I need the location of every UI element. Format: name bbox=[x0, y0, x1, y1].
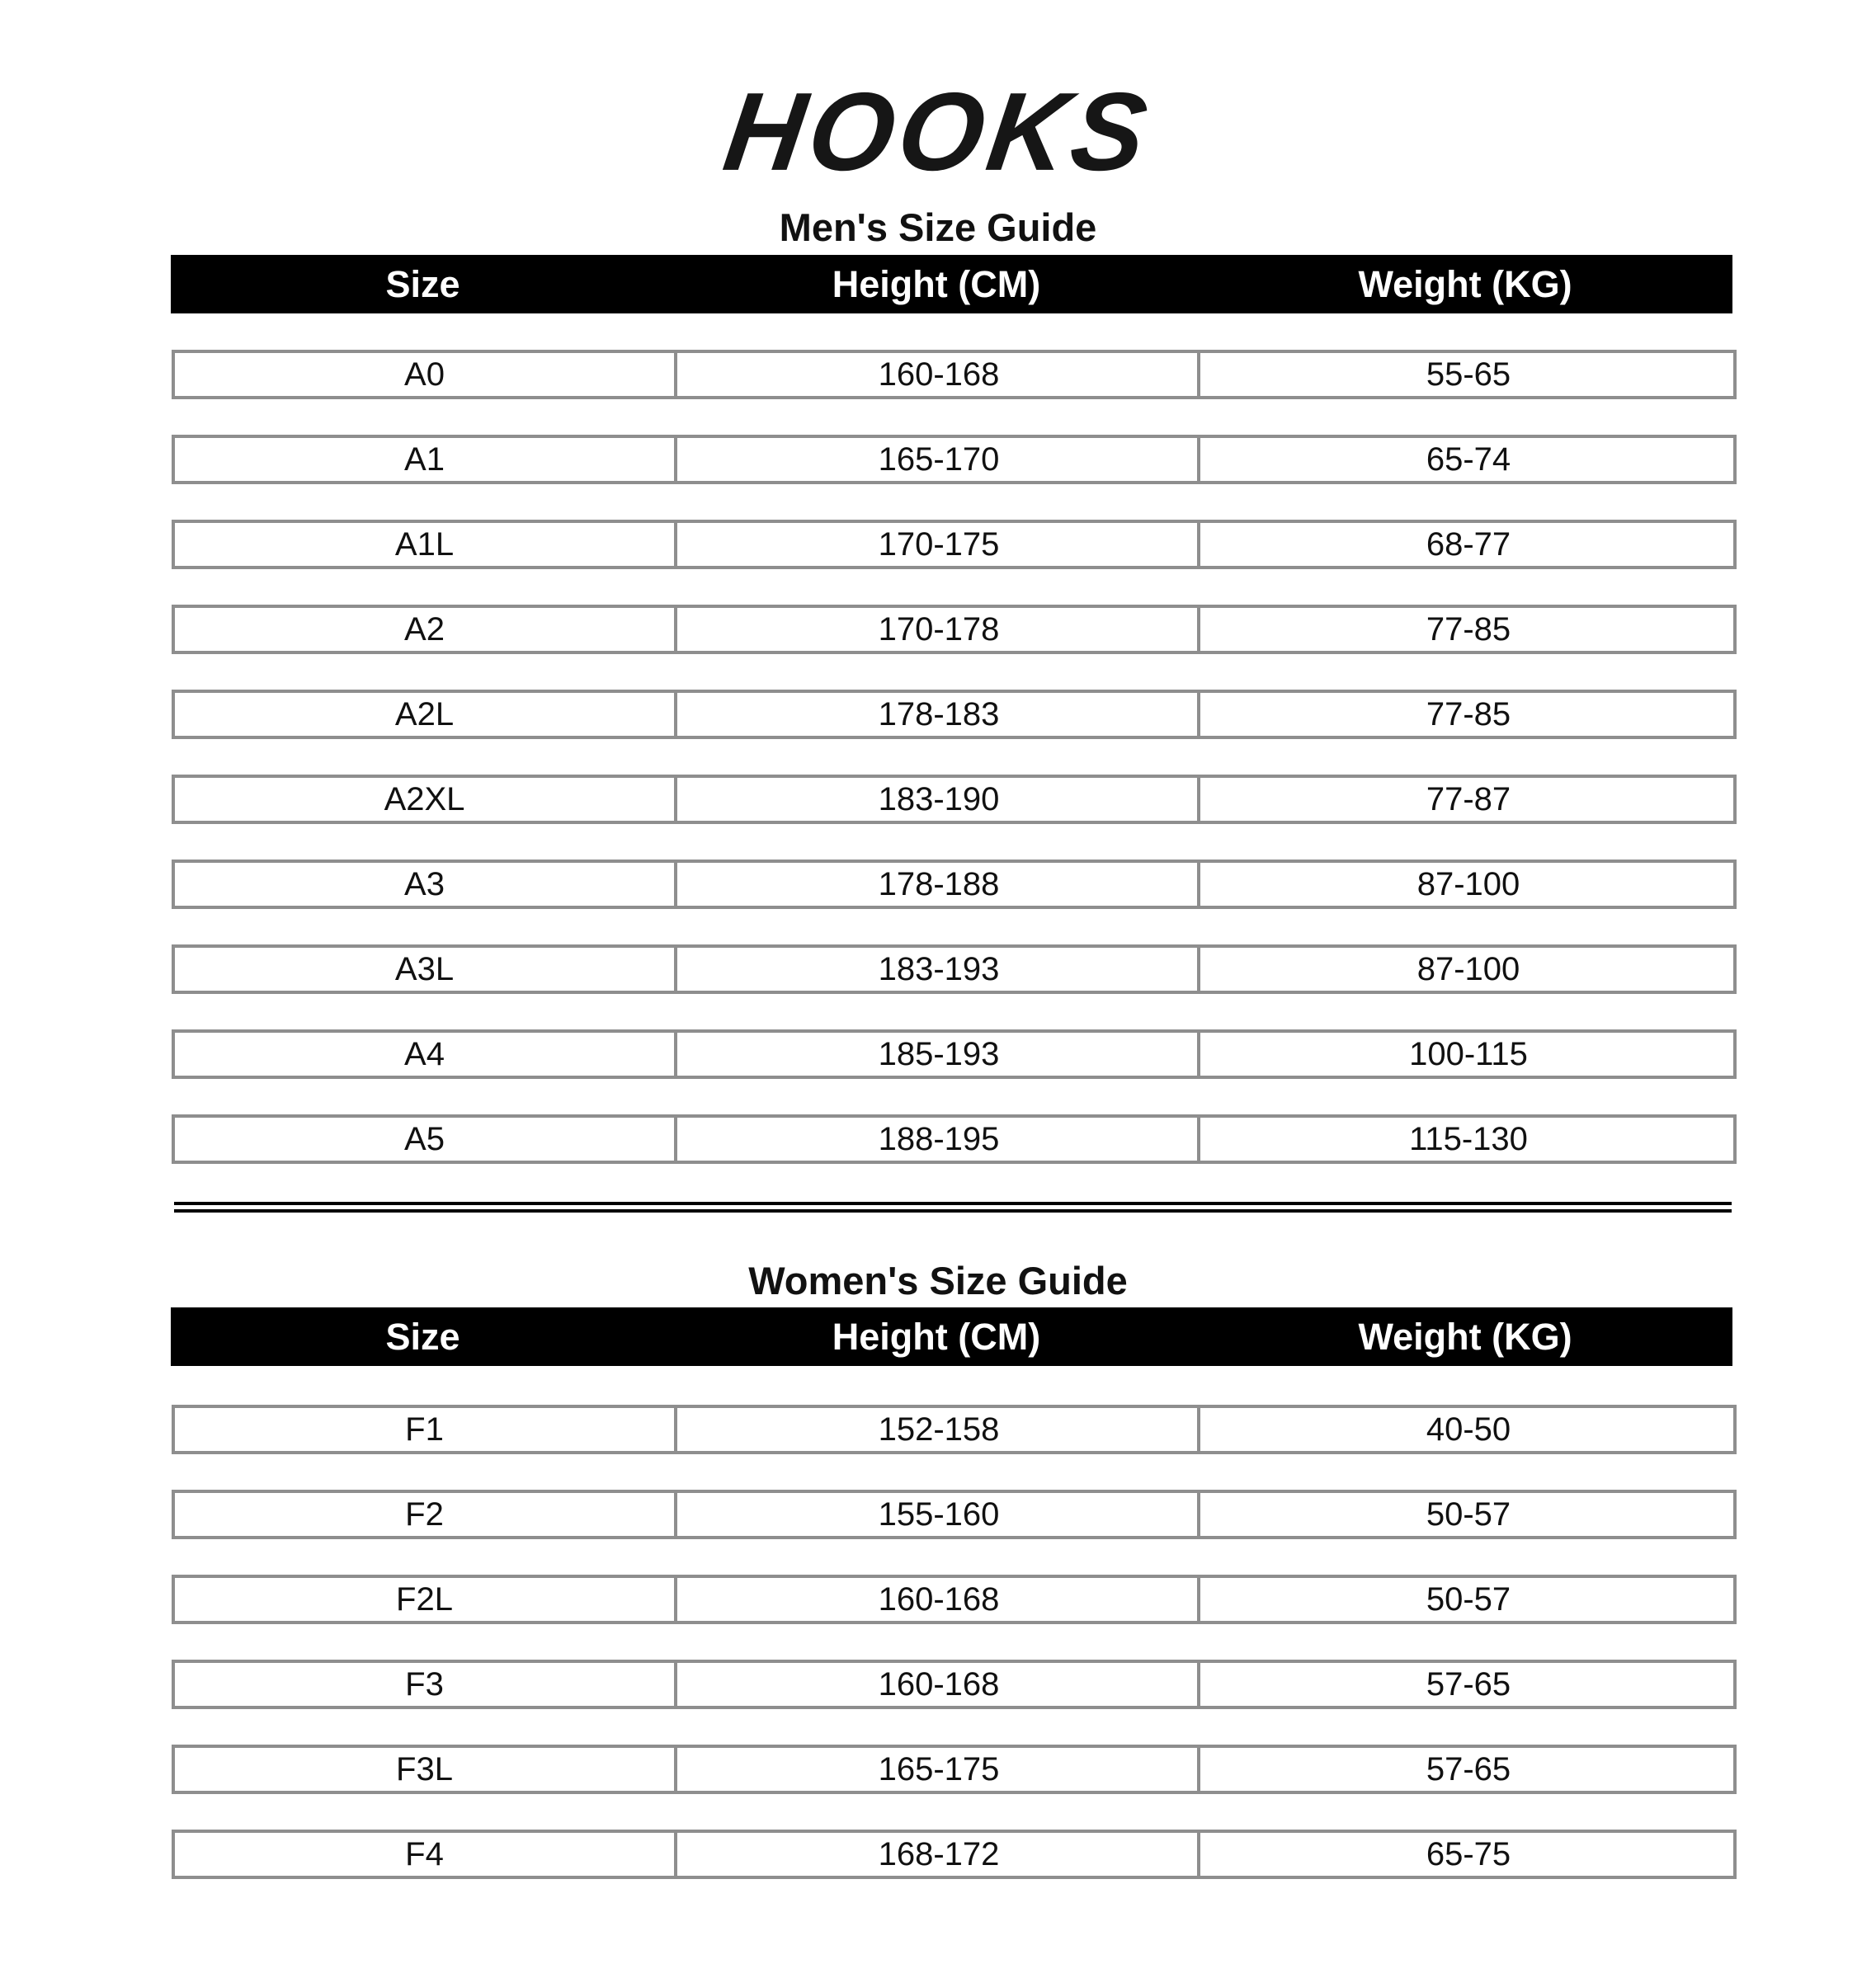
height-cell: 152-158 bbox=[674, 1408, 1200, 1451]
mens-table-header bbox=[171, 255, 1732, 313]
section-divider-top bbox=[174, 1202, 1732, 1205]
size-cell: A2L bbox=[394, 696, 455, 732]
womens-header-weight: Weight (KG) bbox=[1358, 1316, 1572, 1358]
table-row bbox=[172, 860, 1737, 909]
weight-cell: 57-65 bbox=[1197, 1663, 1737, 1706]
mens-header-height: Height (CM) bbox=[832, 263, 1041, 305]
weight-cell: 87-100 bbox=[1197, 863, 1737, 906]
table-row bbox=[172, 1029, 1737, 1079]
height-cell: 183-190 bbox=[674, 778, 1200, 821]
weight-cell: 57-65 bbox=[1197, 1748, 1737, 1791]
table-row bbox=[172, 520, 1737, 569]
weight-cell: 65-75 bbox=[1197, 1833, 1737, 1876]
size-cell: A3 bbox=[404, 866, 445, 902]
table-row bbox=[172, 775, 1737, 824]
size-cell: F2 bbox=[405, 1496, 444, 1533]
height-cell: 155-160 bbox=[674, 1493, 1200, 1536]
table-row bbox=[172, 1660, 1737, 1709]
height-cell: 170-175 bbox=[674, 523, 1200, 566]
weight-cell: 100-115 bbox=[1197, 1033, 1737, 1076]
weight-cell: 115-130 bbox=[1197, 1118, 1737, 1161]
table-row bbox=[172, 944, 1737, 994]
hooks-logo: HOOKS bbox=[717, 69, 1159, 194]
weight-cell: 65-74 bbox=[1197, 438, 1737, 481]
table-row bbox=[172, 1114, 1737, 1164]
mens-size-guide-title: Men's Size Guide bbox=[779, 205, 1097, 249]
mens-header-size: Size bbox=[385, 263, 460, 305]
size-cell: F1 bbox=[405, 1411, 444, 1448]
weight-cell: 68-77 bbox=[1197, 523, 1737, 566]
table-row bbox=[172, 350, 1737, 399]
size-cell: F4 bbox=[405, 1836, 444, 1872]
table-row bbox=[172, 435, 1737, 484]
size-cell: A3L bbox=[394, 951, 455, 987]
table-row bbox=[172, 1745, 1737, 1794]
height-cell: 160-168 bbox=[674, 1663, 1200, 1706]
size-cell: A0 bbox=[404, 356, 445, 393]
size-cell: A5 bbox=[404, 1121, 445, 1157]
size-cell: A2XL bbox=[384, 781, 465, 817]
height-cell: 185-193 bbox=[674, 1033, 1200, 1076]
height-cell: 170-178 bbox=[674, 608, 1200, 651]
table-row bbox=[172, 690, 1737, 739]
size-cell: F3 bbox=[405, 1666, 444, 1703]
mens-header-weight: Weight (KG) bbox=[1358, 263, 1572, 305]
height-cell: 188-195 bbox=[674, 1118, 1200, 1161]
weight-cell: 77-85 bbox=[1197, 608, 1737, 651]
table-row bbox=[172, 605, 1737, 654]
height-cell: 183-193 bbox=[674, 948, 1200, 991]
height-cell: 168-172 bbox=[674, 1833, 1200, 1876]
height-cell: 160-168 bbox=[674, 353, 1200, 396]
size-cell: F2L bbox=[396, 1581, 453, 1618]
size-cell: F3L bbox=[396, 1751, 453, 1787]
size-cell: A2 bbox=[404, 611, 445, 648]
height-cell: 178-183 bbox=[674, 693, 1200, 736]
weight-cell: 77-87 bbox=[1197, 778, 1737, 821]
size-cell: A1L bbox=[394, 526, 455, 563]
section-divider-bottom bbox=[174, 1209, 1732, 1213]
size-cell: A4 bbox=[404, 1036, 445, 1072]
weight-cell: 55-65 bbox=[1197, 353, 1737, 396]
womens-size-guide-title: Women's Size Guide bbox=[748, 1259, 1128, 1302]
height-cell: 165-170 bbox=[674, 438, 1200, 481]
height-cell: 165-175 bbox=[674, 1748, 1200, 1791]
size-cell: A1 bbox=[404, 441, 445, 478]
table-row bbox=[172, 1575, 1737, 1624]
womens-header-height: Height (CM) bbox=[832, 1316, 1041, 1358]
weight-cell: 40-50 bbox=[1197, 1408, 1737, 1451]
womens-table-header bbox=[171, 1307, 1732, 1366]
weight-cell: 87-100 bbox=[1197, 948, 1737, 991]
table-row bbox=[172, 1490, 1737, 1539]
womens-header-size: Size bbox=[385, 1316, 460, 1358]
weight-cell: 50-57 bbox=[1197, 1493, 1737, 1536]
height-cell: 160-168 bbox=[674, 1578, 1200, 1621]
weight-cell: 50-57 bbox=[1197, 1578, 1737, 1621]
height-cell: 178-188 bbox=[674, 863, 1200, 906]
table-row bbox=[172, 1405, 1737, 1454]
weight-cell: 77-85 bbox=[1197, 693, 1737, 736]
table-row bbox=[172, 1830, 1737, 1879]
